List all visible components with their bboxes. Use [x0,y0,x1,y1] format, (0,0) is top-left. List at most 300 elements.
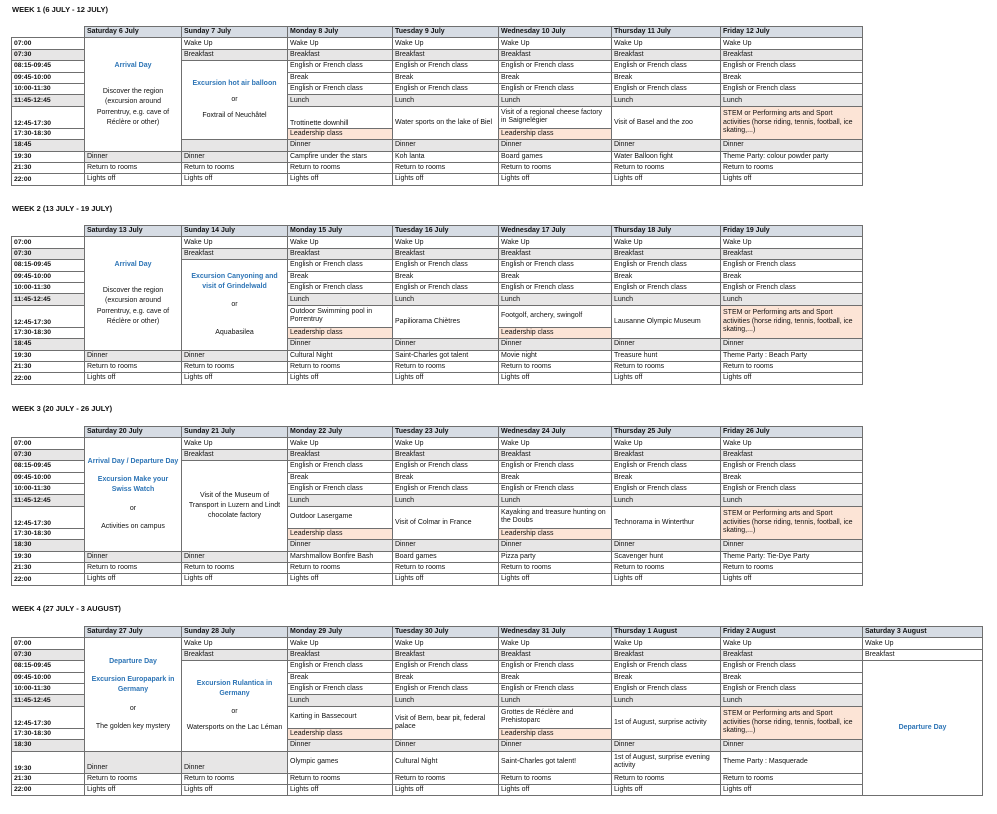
day-header: Saturday 20 July [85,427,182,438]
schedule-cell: Return to rooms [182,162,288,173]
table-row [12,350,863,361]
schedule-cell: Return to rooms [182,361,288,372]
schedule-cell: Dinner [721,740,863,751]
time-cell: 17:30-18:30 [12,528,85,539]
schedule-cell: Pizza party [499,551,612,562]
day-header: Wednesday 31 July [499,627,612,638]
time-cell: 22:00 [12,373,85,384]
schedule-cell: English or French class [721,483,863,494]
schedule-cell: Board games [393,551,499,562]
schedule-cell: Break [393,672,499,683]
schedule-cell: Return to rooms [85,562,182,573]
schedule-cell: Wake Up [288,38,393,49]
schedule-cell: Water Balloon fight [612,151,721,162]
day-header: Wednesday 10 July [499,27,612,38]
time-cell: 07:30 [12,649,85,660]
schedule-cell: Lunch [721,95,863,106]
schedule-cell: Dinner [612,540,721,551]
leadership-cell: Leadership class [499,327,612,338]
schedule-cell: English or French class [288,61,393,72]
schedule-cell: Break [721,672,863,683]
time-cell: 09:45-10:00 [12,472,85,483]
day-header: Saturday 27 July [85,627,182,638]
schedule-cell: Dinner [85,751,182,773]
schedule-cell: Dinner [721,339,863,350]
schedule-cell: Dinner [612,140,721,151]
day-header: Sunday 14 July [182,226,288,237]
schedule-cell: English or French class [612,83,721,94]
schedule-cell: Marshmallow Bonfire Bash [288,551,393,562]
schedule-cell: Outdoor Lasergame [288,506,393,528]
time-cell: 10:00-11:30 [12,83,85,94]
schedule-cell: Break [288,472,393,483]
schedule-cell: English or French class [288,282,393,293]
schedule-cell: Break [721,271,863,282]
day-header: Tuesday 16 July [393,226,499,237]
table-header-row [12,427,863,438]
day-header: Saturday 6 July [85,27,182,38]
schedule-cell: Dinner [499,540,612,551]
table-row [12,162,863,173]
day-header: Saturday 13 July [85,226,182,237]
schedule-cell: English or French class [288,683,393,694]
schedule-cell: Wake Up [863,638,983,649]
schedule-cell: Lights off [288,373,393,384]
schedule-cell: Wake Up [721,237,863,248]
time-cell: 21:30 [12,562,85,573]
schedule-cell: Theme Party : Beach Party [721,350,863,361]
schedule-cell: Return to rooms [288,562,393,573]
table-row [12,174,863,185]
day-header: Tuesday 30 July [393,627,499,638]
schedule-cell: Wake Up [499,438,612,449]
day-header: Thursday 18 July [612,226,721,237]
schedule-cell: Dinner [182,350,288,361]
schedule-cell: Lights off [499,784,612,795]
week-3-table [11,426,863,586]
schedule-cell: Campfire under the stars [288,151,393,162]
schedule-cell: Dinner [288,339,393,350]
schedule-cell: Board games [499,151,612,162]
schedule-cell: Lights off [85,174,182,185]
arrival-day-label: Arrival Day [114,261,152,269]
schedule-cell: Scavenger hunt [612,551,721,562]
schedule-cell: Break [393,72,499,83]
schedule-cell: Break [288,72,393,83]
schedule-cell: Lights off [612,784,721,795]
time-cell: 21:30 [12,773,85,784]
saturday-block: Arrival Day / Departure Day Excursion Make your Swiss Watch or Activities on campus [85,438,182,551]
day-header: Wednesday 17 July [499,226,612,237]
schedule-cell: Lausanne Olympic Museum [612,305,721,338]
schedule-cell: English or French class [288,461,393,472]
time-cell: 12:45-17:30 [12,506,85,528]
schedule-cell: Wake Up [288,638,393,649]
time-cell: 11:45-12:45 [12,695,85,706]
schedule-cell: Wake Up [182,438,288,449]
schedule-cell: Cultural Night [393,751,499,773]
schedule-cell: Break [612,672,721,683]
schedule-cell: Return to rooms [393,162,499,173]
schedule-cell: English or French class [393,282,499,293]
day-header: Monday 8 July [288,27,393,38]
schedule-cell: Breakfast [393,248,499,259]
sunday-block: Visit of the Museum of Transport in Luzern and Lindt chocolate factory [182,461,288,551]
time-cell: 08:15-09:45 [12,661,85,672]
schedule-cell: Papiliorama Chiètres [393,305,499,338]
schedule-cell: Return to rooms [612,773,721,784]
schedule-cell: Dinner [393,140,499,151]
schedule-cell: Dinner [182,551,288,562]
schedule-cell: Dinner [393,540,499,551]
week-2-table [11,225,863,385]
schedule-cell: Lights off [182,174,288,185]
leadership-cell: Leadership class [288,327,393,338]
schedule-cell: Lunch [499,294,612,305]
schedule-cell: Lights off [721,574,863,585]
schedule-cell: Breakfast [612,449,721,460]
schedule-cell: Dinner [393,339,499,350]
schedule-cell: Lunch [499,95,612,106]
time-cell: 10:00-11:30 [12,483,85,494]
schedule-cell: Breakfast [288,49,393,60]
schedule-cell: Breakfast [499,49,612,60]
schedule-cell: Return to rooms [721,773,863,784]
table-row [12,373,863,384]
schedule-cell: Break [393,271,499,282]
day-header: Thursday 25 July [612,427,721,438]
week-1-title: WEEK 1 (6 JULY - 12 JULY) [12,5,109,14]
schedule-cell: Wake Up [612,438,721,449]
schedule-cell: Wake Up [612,638,721,649]
schedule-cell: Lights off [182,574,288,585]
schedule-cell: Kayaking and treasure hunting on the Doubs [499,506,612,528]
day-header: Sunday 7 July [182,27,288,38]
schedule-cell: Dinner [182,751,288,773]
schedule-cell: Return to rooms [721,162,863,173]
schedule-cell: Dinner [288,540,393,551]
time-cell: 22:00 [12,784,85,795]
schedule-cell: 1st of August, surprise evening activity [612,751,721,773]
day-header: Friday 12 July [721,27,863,38]
schedule-cell: Dinner [182,151,288,162]
table-row [12,38,863,49]
schedule-cell: Dinner [499,740,612,751]
time-cell: 07:30 [12,248,85,259]
schedule-cell: STEM or Performing arts and Sport activities (horse riding, tennis, football, ice skating,...) [721,506,863,539]
time-cell: 12:45-17:30 [12,106,85,128]
time-cell: 18:45 [12,339,85,350]
time-cell: 09:45-10:00 [12,672,85,683]
schedule-cell: Technorama in Winterthur [612,506,721,539]
schedule-cell: English or French class [499,61,612,72]
schedule-cell: English or French class [499,461,612,472]
schedule-cell: Break [721,72,863,83]
schedule-cell: Return to rooms [288,773,393,784]
saturday-block: Arrival Day Discover the region (excursion around Porrentruy, e.g. cave of Réclère or other) [85,38,182,151]
time-cell: 19:30 [12,551,85,562]
schedule-cell: Dinner [721,140,863,151]
time-cell: 11:45-12:45 [12,495,85,506]
day-header: Monday 22 July [288,427,393,438]
week-2-title: WEEK 2 (13 JULY - 19 JULY) [12,204,113,213]
day-header: Thursday 1 August [612,627,721,638]
schedule-cell: Return to rooms [499,361,612,372]
time-cell: 07:30 [12,49,85,60]
schedule-cell: Dinner [499,140,612,151]
schedule-cell: Lights off [288,784,393,795]
week-4-table [11,626,983,796]
time-cell: 07:00 [12,38,85,49]
schedule-cell: Return to rooms [85,773,182,784]
table-row [12,574,863,585]
schedule-cell: Breakfast [499,248,612,259]
leadership-cell: Leadership class [499,128,612,139]
schedule-cell: Trottinette downhill [288,106,393,128]
schedule-cell: Wake Up [721,438,863,449]
schedule-cell: Wake Up [182,38,288,49]
schedule-cell: Wake Up [612,38,721,49]
time-cell: 11:45-12:45 [12,95,85,106]
leadership-cell: Leadership class [288,528,393,539]
table-row [12,562,863,573]
schedule-cell: Lunch [393,294,499,305]
time-cell: 08:15-09:45 [12,461,85,472]
schedule-cell: English or French class [721,683,863,694]
schedule-cell: Lights off [393,574,499,585]
schedule-cell: English or French class [393,461,499,472]
schedule-cell: Breakfast [721,449,863,460]
schedule-cell: Return to rooms [612,162,721,173]
schedule-cell: Visit of Colmar in France [393,506,499,539]
table-row [12,361,863,372]
week-3-title: WEEK 3 (20 JULY - 26 JULY) [12,404,113,413]
schedule-cell: Karting in Bassecourt [288,706,393,728]
schedule-cell: Lights off [393,174,499,185]
schedule-cell: Lunch [288,695,393,706]
schedule-cell: Breakfast [721,649,863,660]
sunday-block: Excursion Rulantica in Germany or Watersports on the Lac Léman [182,661,288,751]
schedule-cell: Breakfast [288,649,393,660]
time-cell: 07:00 [12,638,85,649]
schedule-cell: Lunch [288,495,393,506]
schedule-cell: Visit of Basel and the zoo [612,106,721,139]
schedule-cell: Breakfast [288,449,393,460]
schedule-cell: Lights off [393,373,499,384]
time-cell: 07:00 [12,237,85,248]
table-row [12,551,863,562]
day-header: Wednesday 24 July [499,427,612,438]
schedule-cell: Breakfast [499,649,612,660]
table-row [12,151,863,162]
schedule-cell: Treasure hunt [612,350,721,361]
schedule-cell: Return to rooms [499,162,612,173]
schedule-cell: Lights off [721,373,863,384]
schedule-cell: Dinner [85,151,182,162]
schedule-cell: Wake Up [393,38,499,49]
schedule-cell: English or French class [393,61,499,72]
time-cell: 10:00-11:30 [12,683,85,694]
schedule-cell: Break [288,271,393,282]
day-header: Friday 19 July [721,226,863,237]
time-cell: 11:45-12:45 [12,294,85,305]
schedule-cell: Return to rooms [393,562,499,573]
schedule-cell: Lights off [612,373,721,384]
time-cell: 17:30-18:30 [12,327,85,338]
leadership-cell: Leadership class [499,528,612,539]
schedule-cell: English or French class [721,461,863,472]
schedule-cell: English or French class [612,661,721,672]
schedule-cell: Lights off [612,574,721,585]
schedule-cell: Dinner [288,140,393,151]
time-cell: 08:15-09:45 [12,260,85,271]
schedule-cell: English or French class [721,260,863,271]
time-cell: 18:45 [12,140,85,151]
table-row [12,438,863,449]
schedule-cell: Dinner [612,339,721,350]
schedule-cell: English or French class [393,661,499,672]
schedule-cell: Return to rooms [499,773,612,784]
schedule-cell: Lunch [288,95,393,106]
schedule-cell: Breakfast [721,49,863,60]
schedule-cell: Grottes de Réclère and Prehistoparc [499,706,612,728]
sunday-block: Excursion Canyoning and visit of Grindelwald or Aquabasilea [182,260,288,350]
schedule-cell: Return to rooms [393,361,499,372]
schedule-cell: Breakfast [393,649,499,660]
schedule-cell: Breakfast [182,49,288,60]
arrival-day-label: Arrival Day [114,62,152,70]
schedule-cell: Lights off [393,784,499,795]
schedule-cell: English or French class [499,83,612,94]
schedule-cell: English or French class [499,661,612,672]
day-header: Saturday 3 August [863,627,983,638]
schedule-cell: Breakfast [612,49,721,60]
day-header: Sunday 28 July [182,627,288,638]
sunday-block: Excursion hot air balloon or Foxtrail of Neuchâtel [182,61,288,140]
schedule-cell: Lunch [612,95,721,106]
schedule-cell: English or French class [721,83,863,94]
schedule-cell: Wake Up [288,237,393,248]
schedule-cell: Return to rooms [721,361,863,372]
day-header: Thursday 11 July [612,27,721,38]
schedule-cell: Wake Up [182,638,288,649]
time-cell: 08:15-09:45 [12,61,85,72]
schedule-cell: Return to rooms [182,773,288,784]
schedule-cell: Breakfast [182,649,288,660]
table-row [12,784,983,795]
schedule-cell: Visit of a regional cheese factory in Saignelégier [499,106,612,128]
schedule-cell: English or French class [499,683,612,694]
schedule-cell: Wake Up [393,237,499,248]
departure-day-label: Departure Day [109,658,157,666]
schedule-cell: 1st of August, surprise activity [612,706,721,739]
schedule-cell: Lunch [612,294,721,305]
schedule-cell: Breakfast [499,449,612,460]
table-row [12,773,983,784]
schedule-cell: Break [612,472,721,483]
schedule-cell: Lights off [85,784,182,795]
schedule-cell: Outdoor Swimming pool in Porrentruy [288,305,393,327]
schedule-cell: Lights off [499,373,612,384]
schedule-cell: Break [499,72,612,83]
schedule-cell: Breakfast [288,248,393,259]
schedule-cell: Olympic games [288,751,393,773]
schedule-cell: Breakfast [612,649,721,660]
schedule-cell: English or French class [393,483,499,494]
time-cell: 10:00-11:30 [12,282,85,293]
schedule-cell: Lights off [85,574,182,585]
schedule-cell: Wake Up [393,638,499,649]
time-cell: 19:30 [12,151,85,162]
schedule-cell: Lunch [499,495,612,506]
leadership-cell: Leadership class [288,128,393,139]
schedule-cell: Movie night [499,350,612,361]
schedule-cell: Return to rooms [85,361,182,372]
time-cell: 17:30-18:30 [12,128,85,139]
schedule-cell: Lights off [721,784,863,795]
time-cell: 22:00 [12,174,85,185]
time-cell: 19:30 [12,751,85,773]
schedule-cell: Dinner [721,540,863,551]
schedule-cell: Return to rooms [612,361,721,372]
schedule-cell: Lunch [393,95,499,106]
time-cell: 07:00 [12,438,85,449]
schedule-cell: English or French class [612,683,721,694]
schedule-cell: Wake Up [182,237,288,248]
schedule-cell: English or French class [288,260,393,271]
table-header-row [12,226,863,237]
schedule-cell: Break [499,672,612,683]
schedule-cell: Breakfast [182,449,288,460]
schedule-cell: Break [499,472,612,483]
schedule-cell: English or French class [612,461,721,472]
schedule-cell: Lights off [182,373,288,384]
schedule-cell: Wake Up [721,638,863,649]
schedule-cell: English or French class [393,260,499,271]
schedule-cell: Lights off [499,174,612,185]
schedule-cell: Dinner [612,740,721,751]
schedule-cell: Break [288,672,393,683]
time-cell: 22:00 [12,574,85,585]
schedule-cell: Break [499,271,612,282]
schedule-cell: English or French class [612,282,721,293]
schedule-cell: Break [612,72,721,83]
week-4-title: WEEK 4 (27 JULY - 3 AUGUST) [12,604,121,613]
schedule-cell [182,140,288,151]
schedule-cell: Saint-Charles got talent! [499,751,612,773]
departure-day-block: Departure Day [863,661,983,796]
schedule-cell: Dinner [85,551,182,562]
schedule-cell: Lunch [288,294,393,305]
table-header-row [12,27,863,38]
time-cell: 09:45-10:00 [12,72,85,83]
schedule-cell: English or French class [721,61,863,72]
schedule-cell: Lights off [85,373,182,384]
table-header-row [12,627,983,638]
schedule-cell: Dinner [85,350,182,361]
schedule-cell: Theme Party: Tie-Dye Party [721,551,863,562]
schedule-cell: Theme Party: colour powder party [721,151,863,162]
schedule-cell: Wake Up [612,237,721,248]
week-1-table [11,26,863,186]
schedule-cell: English or French class [393,683,499,694]
schedule-cell: Wake Up [499,237,612,248]
schedule-cell: Wake Up [288,438,393,449]
day-header: Sunday 21 July [182,427,288,438]
schedule-cell: Breakfast [721,248,863,259]
schedule-cell: Return to rooms [721,562,863,573]
table-row [12,751,983,773]
